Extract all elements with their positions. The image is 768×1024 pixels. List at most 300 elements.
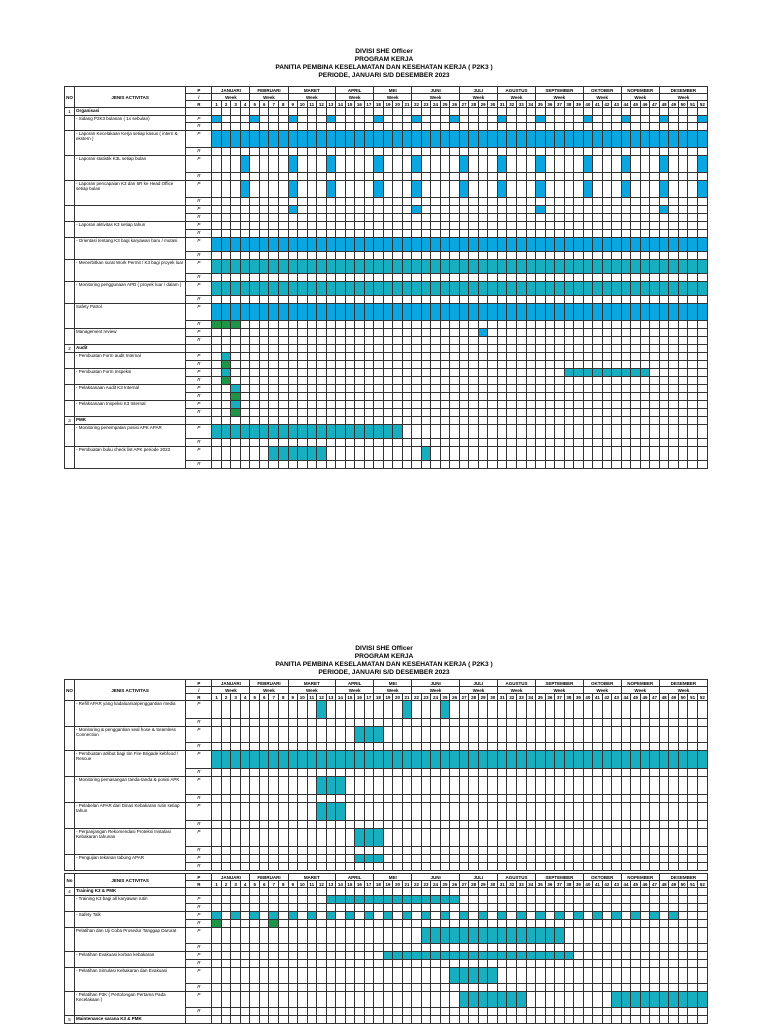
week-cell <box>678 829 688 847</box>
week-cell <box>431 361 441 369</box>
week-cell <box>526 296 536 304</box>
week-cell <box>440 409 450 417</box>
week-cell <box>478 393 488 401</box>
plan-week-filled <box>612 131 622 148</box>
week-cell <box>517 116 527 123</box>
week-cell <box>298 855 308 863</box>
week-cell <box>621 795 631 803</box>
week-cell <box>221 461 231 469</box>
week-cell <box>440 968 450 984</box>
week-number: 12 <box>317 694 327 701</box>
week-cell <box>231 944 241 952</box>
week-cell <box>336 345 346 353</box>
week-number: 26 <box>450 101 460 108</box>
plan-week-filled <box>478 131 488 148</box>
week-cell <box>279 727 289 743</box>
week-cell <box>497 896 507 904</box>
plan-week-filled <box>231 260 241 274</box>
week-cell <box>555 777 565 795</box>
week-cell <box>393 401 403 409</box>
week-cell <box>459 447 469 461</box>
week-cell <box>650 369 660 377</box>
week-cell <box>536 173 546 181</box>
week-cell <box>345 1008 355 1016</box>
week-cell <box>374 329 384 337</box>
col-header-activity: JENIS ACTIVITAS <box>75 680 186 701</box>
week-cell <box>412 108 422 116</box>
section-number: 5 <box>65 1016 75 1024</box>
row-number <box>65 829 75 855</box>
week-cell <box>212 353 222 361</box>
activity-label: - Monitoring pemasangan tanda-tanda & posisi APK <box>75 777 186 803</box>
week-cell <box>678 1016 688 1024</box>
week-cell <box>602 252 612 260</box>
week-cell <box>517 296 527 304</box>
week-cell <box>678 461 688 469</box>
plan-week-filled <box>298 260 308 274</box>
week-cell <box>336 377 346 385</box>
header-program: PROGRAM KERJA <box>354 56 414 63</box>
week-cell <box>650 230 660 238</box>
plan-week-filled <box>631 369 641 377</box>
week-cell <box>450 984 460 992</box>
week-cell <box>688 296 698 304</box>
plan-week-filled <box>697 260 707 274</box>
week-cell <box>497 385 507 393</box>
week-cell <box>526 920 536 928</box>
week-cell <box>402 829 412 847</box>
week-cell <box>669 361 679 369</box>
week-number: 3 <box>231 881 241 888</box>
week-cell <box>298 439 308 447</box>
week-cell <box>279 795 289 803</box>
plan-week-filled <box>393 751 403 769</box>
plan-week-filled <box>469 992 479 1008</box>
week-cell <box>345 829 355 847</box>
activity-label: - Laporan pencapaian K3 dan 5R ke Head Office setiap bulan <box>75 181 186 206</box>
week-cell <box>431 337 441 345</box>
week-cell <box>621 230 631 238</box>
plan-week-filled <box>697 304 707 321</box>
plan-week-filled <box>345 912 355 920</box>
week-cell <box>497 274 507 282</box>
week-cell <box>431 156 441 173</box>
week-number: 30 <box>488 101 498 108</box>
plan-week-filled <box>421 238 431 252</box>
week-cell <box>574 252 584 260</box>
plan-marker: P <box>186 222 212 230</box>
week-cell <box>526 447 536 461</box>
week-cell <box>298 912 308 920</box>
week-cell <box>250 461 260 469</box>
week-cell <box>602 401 612 409</box>
week-cell <box>345 904 355 912</box>
week-cell <box>450 181 460 198</box>
month-header: OKTOBER <box>583 874 621 881</box>
week-cell <box>259 829 269 847</box>
week-cell <box>631 1008 641 1016</box>
week-cell <box>412 719 422 727</box>
week-cell <box>307 847 317 855</box>
plan-row <box>65 369 708 377</box>
week-cell <box>412 252 422 260</box>
week-cell <box>250 230 260 238</box>
week-cell <box>298 769 308 777</box>
week-cell <box>364 968 374 984</box>
plan-week-filled <box>269 425 279 439</box>
week-cell <box>345 863 355 871</box>
week-cell <box>669 296 679 304</box>
week-cell <box>402 173 412 181</box>
plan-week-filled <box>678 238 688 252</box>
week-cell <box>631 296 641 304</box>
plan-week-filled <box>231 425 241 439</box>
week-label: Week <box>288 94 336 101</box>
week-cell <box>459 888 469 896</box>
week-cell <box>355 198 365 206</box>
plan-week-filled <box>678 260 688 274</box>
week-cell <box>669 447 679 461</box>
week-cell <box>650 329 660 337</box>
plan-marker: P <box>186 992 212 1008</box>
week-cell <box>593 385 603 393</box>
plan-week-filled <box>659 282 669 296</box>
week-cell <box>697 206 707 214</box>
plan-week-filled <box>459 304 469 321</box>
week-cell <box>602 417 612 425</box>
week-cell <box>450 847 460 855</box>
week-cell <box>631 417 641 425</box>
week-cell <box>326 795 336 803</box>
plan-week-filled <box>412 304 422 321</box>
plan-week-filled <box>526 131 536 148</box>
week-cell <box>602 701 612 719</box>
plan-week-filled <box>536 912 546 920</box>
week-cell <box>669 777 679 795</box>
row-number <box>65 222 75 238</box>
week-cell <box>212 743 222 751</box>
week-cell <box>621 173 631 181</box>
week-cell <box>250 198 260 206</box>
week-cell <box>507 461 517 469</box>
week-cell <box>374 1016 384 1024</box>
week-cell <box>526 321 536 329</box>
plan-week-filled <box>431 751 441 769</box>
week-cell <box>564 701 574 719</box>
week-cell <box>440 181 450 198</box>
week-number: 43 <box>612 101 622 108</box>
week-cell <box>421 252 431 260</box>
week-cell <box>564 181 574 198</box>
activity-label: - Pembuatan buku check list APK periode 2023 <box>75 447 186 469</box>
week-cell <box>269 952 279 960</box>
plan-week-filled <box>650 992 660 1008</box>
plan-week-filled <box>688 751 698 769</box>
week-cell <box>669 252 679 260</box>
week-cell <box>507 743 517 751</box>
week-cell <box>431 214 441 222</box>
plan-week-filled <box>393 304 403 321</box>
week-cell <box>631 116 641 123</box>
week-cell <box>240 329 250 337</box>
week-cell <box>640 912 650 920</box>
week-cell <box>640 337 650 345</box>
plan-week-filled <box>421 751 431 769</box>
week-cell <box>640 847 650 855</box>
week-cell <box>450 417 460 425</box>
week-cell <box>574 393 584 401</box>
week-cell <box>431 795 441 803</box>
week-cell <box>669 439 679 447</box>
week-cell <box>488 116 498 123</box>
week-cell <box>450 369 460 377</box>
week-cell <box>469 855 479 863</box>
week-cell <box>383 920 393 928</box>
week-cell <box>412 743 422 751</box>
week-cell <box>336 274 346 282</box>
week-cell <box>402 425 412 439</box>
plan-week-filled <box>545 238 555 252</box>
week-cell <box>355 821 365 829</box>
week-cell <box>631 329 641 337</box>
week-cell <box>393 222 403 230</box>
week-cell <box>659 198 669 206</box>
week-number: 36 <box>545 101 555 108</box>
week-cell <box>412 353 422 361</box>
week-cell <box>240 727 250 743</box>
week-cell <box>497 296 507 304</box>
plan-week-filled <box>288 282 298 296</box>
week-cell <box>555 960 565 968</box>
week-number: 2 <box>221 694 231 701</box>
week-cell <box>507 439 517 447</box>
week-cell <box>574 385 584 393</box>
week-cell <box>469 829 479 847</box>
week-cell <box>650 252 660 260</box>
week-cell <box>688 353 698 361</box>
week-cell <box>650 904 660 912</box>
week-cell <box>231 214 241 222</box>
week-cell <box>307 345 317 353</box>
plan-week-filled <box>212 131 222 148</box>
week-cell <box>364 888 374 896</box>
week-cell <box>298 803 308 821</box>
week-cell <box>231 701 241 719</box>
plan-week-filled <box>212 912 222 920</box>
week-cell <box>640 928 650 944</box>
week-cell <box>298 863 308 871</box>
month-header: JULI <box>459 680 497 687</box>
week-cell <box>212 904 222 912</box>
week-cell <box>497 855 507 863</box>
plan-week-filled <box>393 425 403 439</box>
week-cell <box>536 855 546 863</box>
week-cell <box>612 447 622 461</box>
week-cell <box>431 173 441 181</box>
week-cell <box>678 952 688 960</box>
week-cell <box>564 944 574 952</box>
week-cell <box>669 968 679 984</box>
week-cell <box>688 181 698 198</box>
week-cell <box>621 960 631 968</box>
week-cell <box>345 992 355 1008</box>
week-cell <box>555 108 565 116</box>
week-cell <box>488 230 498 238</box>
week-cell <box>440 329 450 337</box>
week-number: 23 <box>421 101 431 108</box>
realization-marker: R <box>186 461 212 469</box>
week-cell <box>612 393 622 401</box>
plan-week-filled <box>669 304 679 321</box>
week-cell <box>478 230 488 238</box>
week-cell <box>612 743 622 751</box>
week-cell <box>288 904 298 912</box>
week-cell <box>393 148 403 156</box>
week-cell <box>355 329 365 337</box>
week-cell <box>593 928 603 944</box>
week-cell <box>488 173 498 181</box>
plan-week-filled <box>478 751 488 769</box>
plan-week-filled <box>412 156 422 173</box>
realization-marker: R <box>186 1008 212 1016</box>
plan-week-filled <box>574 369 584 377</box>
week-cell <box>440 321 450 329</box>
week-cell <box>659 743 669 751</box>
section-spacer <box>186 1016 212 1024</box>
week-cell <box>355 769 365 777</box>
week-cell <box>659 944 669 952</box>
week-cell <box>374 148 384 156</box>
plan-week-filled <box>517 992 527 1008</box>
week-number: 34 <box>526 881 536 888</box>
week-cell <box>421 198 431 206</box>
week-cell <box>640 984 650 992</box>
plan-week-filled <box>459 912 469 920</box>
plan-week-filled <box>574 131 584 148</box>
week-cell <box>621 274 631 282</box>
week-cell <box>469 296 479 304</box>
week-cell <box>431 181 441 198</box>
week-cell <box>250 821 260 829</box>
week-cell <box>469 727 479 743</box>
week-cell <box>364 337 374 345</box>
plan-week-filled <box>517 131 527 148</box>
week-cell <box>488 296 498 304</box>
week-cell <box>298 719 308 727</box>
week-number: 50 <box>678 881 688 888</box>
week-cell <box>488 855 498 863</box>
plan-week-filled <box>593 282 603 296</box>
week-cell <box>317 181 327 198</box>
week-cell <box>545 461 555 469</box>
week-number: 21 <box>402 694 412 701</box>
week-cell <box>259 821 269 829</box>
week-cell <box>421 795 431 803</box>
week-cell <box>564 409 574 417</box>
week-cell <box>345 769 355 777</box>
week-cell <box>383 795 393 803</box>
week-cell <box>507 369 517 377</box>
week-cell <box>564 803 574 821</box>
plan-week-filled <box>697 181 707 198</box>
week-cell <box>259 198 269 206</box>
week-cell <box>336 1016 346 1024</box>
week-cell <box>355 984 365 992</box>
plan-week-filled <box>250 116 260 123</box>
plan-week-filled <box>688 282 698 296</box>
week-cell <box>412 123 422 131</box>
week-cell <box>298 393 308 401</box>
week-cell <box>631 123 641 131</box>
week-number: 16 <box>355 881 365 888</box>
week-cell <box>678 743 688 751</box>
week-cell <box>336 321 346 329</box>
week-cell <box>212 214 222 222</box>
week-cell <box>383 321 393 329</box>
plan-week-filled <box>640 260 650 274</box>
week-cell <box>564 1016 574 1024</box>
week-cell <box>612 252 622 260</box>
week-cell <box>440 252 450 260</box>
week-cell <box>231 329 241 337</box>
week-cell <box>507 222 517 230</box>
week-cell <box>431 148 441 156</box>
week-cell <box>355 719 365 727</box>
week-cell <box>450 345 460 353</box>
week-cell <box>431 855 441 863</box>
week-cell <box>450 156 460 173</box>
plan-week-filled <box>517 238 527 252</box>
week-cell <box>364 701 374 719</box>
plan-week-filled <box>669 751 679 769</box>
week-cell <box>602 904 612 912</box>
week-cell <box>612 173 622 181</box>
week-cell <box>298 944 308 952</box>
week-cell <box>678 803 688 821</box>
week-cell <box>383 377 393 385</box>
section-title: Maintenance sarana K3 & PMK <box>75 1016 186 1024</box>
plan-week-filled <box>697 156 707 173</box>
week-cell <box>517 863 527 871</box>
plan-week-filled <box>669 992 679 1008</box>
week-cell <box>669 821 679 829</box>
week-number: 22 <box>412 101 422 108</box>
week-cell <box>697 960 707 968</box>
week-cell <box>336 230 346 238</box>
plan-week-filled <box>659 156 669 173</box>
plan-week-filled <box>621 992 631 1008</box>
week-cell <box>421 743 431 751</box>
plan-week-filled <box>431 952 441 960</box>
week-cell <box>355 1016 365 1024</box>
week-cell <box>507 345 517 353</box>
section-row <box>65 417 708 425</box>
week-cell <box>555 743 565 751</box>
header-months-row <box>65 874 708 881</box>
week-cell <box>279 369 289 377</box>
week-cell <box>440 148 450 156</box>
week-cell <box>526 896 536 904</box>
week-cell <box>383 409 393 417</box>
plan-week-filled <box>240 425 250 439</box>
week-cell <box>231 795 241 803</box>
week-cell <box>669 719 679 727</box>
week-cell <box>478 148 488 156</box>
week-cell <box>345 222 355 230</box>
week-cell <box>269 401 279 409</box>
week-cell <box>574 230 584 238</box>
week-cell <box>631 944 641 952</box>
